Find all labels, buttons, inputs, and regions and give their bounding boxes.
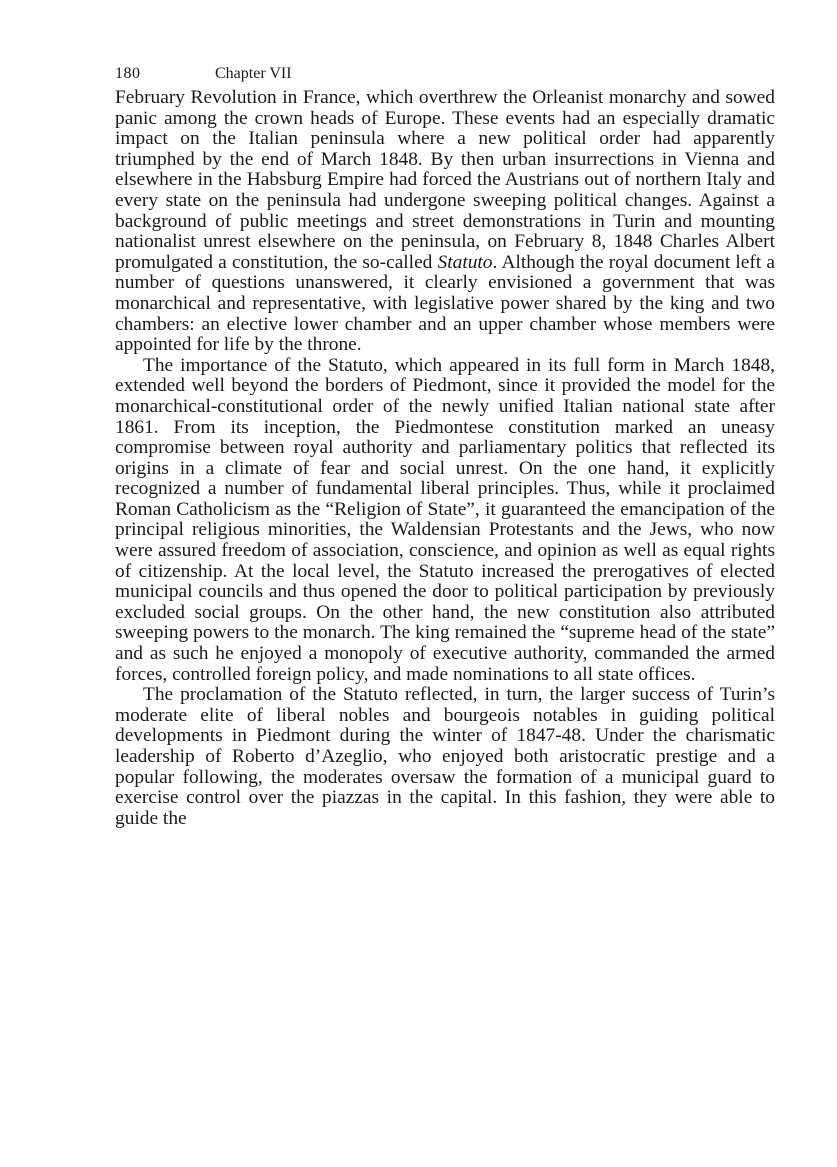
paragraph-3: The proclamation of the Statuto reflected, in turn, the larger success of Turin’s moderate elite of liberal nobles and bourgeois notables in guiding political developments in Piedmont during the winter of 1847-48. Under the charismatic leadership of Roberto d’Azeglio, who enjoyed both aristocratic prestige and a popular following, the moderates oversaw the formation of a municipal guard to exercise control over the piazzas in the capital. In this fashion, they were able to guide the (115, 684, 775, 829)
page-number: 180 (115, 65, 141, 82)
paragraph-2: The importance of the Statuto, which appeared in its full form in March 1848, extended well beyond the borders of Piedmont, since it provided the model for the monarchical-constitutional order of the newly unified Italian national state after 1861. From its inception, the Piedmontese constitution marked an uneasy compromise between royal authority and parliamentary politics that reflected its origins in a climate of fear and social unrest. On the one hand, it explicitly recognized a number of fundamental liberal principles. Thus, while it proclaimed Roman Catholicism as the “Religion of State”, it guaranteed the emancipation of the principal religious minorities, the Waldensian Protestants and the Jews, who now were assured freedom of association, conscience, and opinion as well as equal rights of citizenship. At the local level, the Statuto increased the prerogatives of elected municipal councils and thus opened the door to political participation by previously excluded social groups. On the other hand, the new constitution also attributed sweeping powers to the monarch. The king remained the “supreme head of the state” and as such he enjoyed a monopoly of executive authority, commanded the armed forces, controlled foreign policy, and made nominations to all state offices. (115, 354, 775, 685)
book-page (115, 62, 775, 829)
body-text (115, 88, 775, 829)
statuto-italic: Statuto (437, 251, 493, 273)
paragraph-1-text-b: . Although the royal document left a number of questions unanswered, it clearly envisioned a government that was monarchical and representative, with legislative power shared by the king and two chambers: an elective lower chamber and an upper chamber whose members were appointed for life by the throne. (115, 251, 775, 356)
chapter-label: Chapter VII (215, 65, 292, 82)
running-head (115, 62, 775, 86)
paragraph-1-text-a: February Revolution in France, which overthrew the Orleanist monarchy and sowed panic among the crown heads of Europe. These events had an especially dramatic impact on the Italian peninsula where a new political order had apparently triumphed by the end of March 1848. By then urban insurrections in Vienna and elsewhere in the Habsburg Empire had forced the Austrians out of northern Italy and every state on the peninsula had undergone sweeping political changes. Against a background of public meetings and street demonstrations in Turin and mounting nationalist unrest elsewhere on the peninsula, on February 8, 1848 Charles Albert promulgated a constitution, the so-called (115, 87, 775, 273)
paragraph-1 (115, 88, 775, 356)
